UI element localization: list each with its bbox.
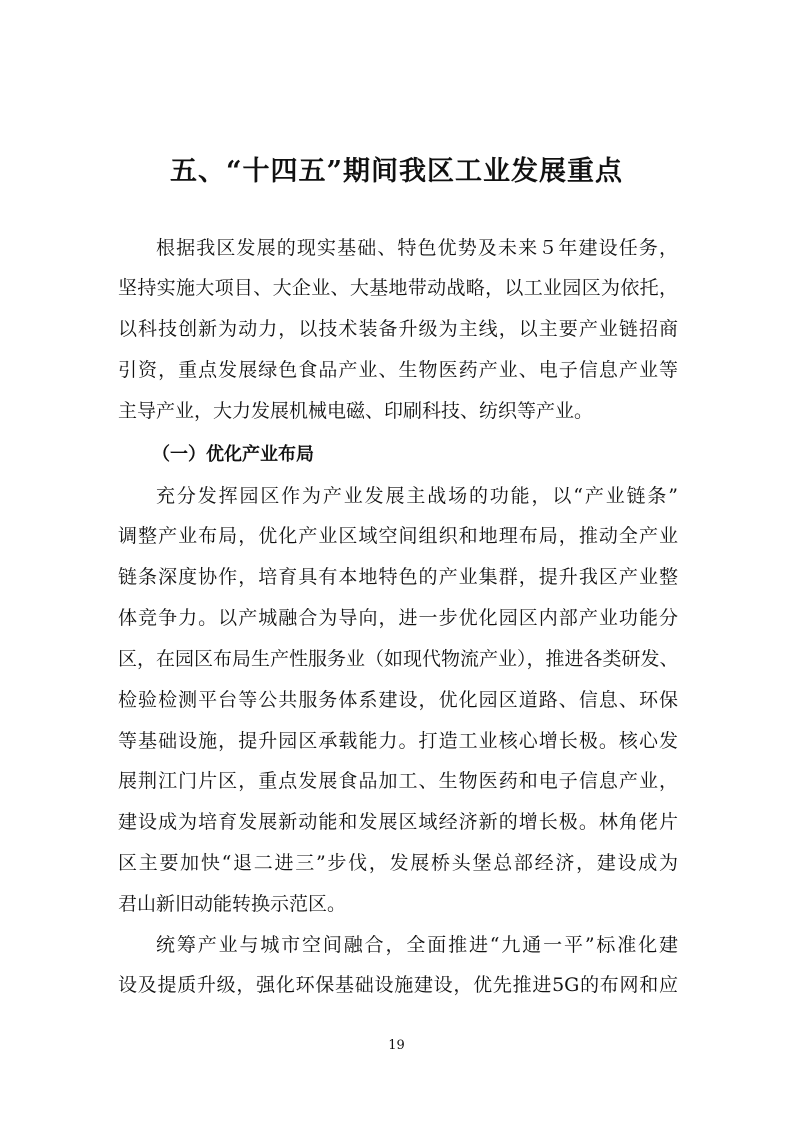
paragraph-line: 引资，重点发展绿色食品产业、生物医药产业、电子信息产业等 [118, 359, 678, 381]
paragraph-line: 主导产业，大力发展机械电磁、印刷科技、纺织等产业。 [118, 400, 594, 422]
paragraph-line: 设及提质升级，强化环保基础设施建设，优先推进5G的布网和应 [118, 974, 678, 996]
paragraph-line: 等基础设施，提升园区承载能力。打造工业核心增长极。核心发 [118, 730, 678, 752]
subsection-heading: （一）优化产业布局 [152, 444, 314, 465]
paragraph-line: 链条深度协作，培育具有本地特色的产业集群，提升我区产业整 [118, 566, 678, 588]
page-number: 19 [388, 1038, 405, 1053]
paragraph-line: 区主要加快“退二进三”步伐，发展桥头堡总部经济，建设成为 [118, 852, 678, 874]
paragraph-line: 建设成为培育发展新动能和发展区域经济新的增长极。林角佬片 [118, 811, 678, 833]
paragraph-line: 充分发挥园区作为产业发展主战场的功能，以“产业链条” [156, 485, 678, 507]
paragraph-line: 展荆江门片区，重点发展食品加工、生物医药和电子信息产业， [118, 770, 678, 792]
paragraph-line: 坚持实施大项目、大企业、大基地带动战略，以工业园区为依托， [118, 277, 678, 299]
paragraph-line: 根据我区发展的现实基础、特色优势及未来５年建设任务， [156, 237, 678, 259]
paragraph-line: 君山新旧动能转换示范区。 [118, 893, 347, 915]
paragraph-line: 区，在园区布局生产性服务业（如现代物流产业），推进各类研发、 [118, 648, 679, 670]
paragraph-line: 统筹产业与城市空间融合，全面推进“九通一平”标准化建 [156, 934, 678, 956]
paragraph-line: 体竞争力。以产城融合为导向，进一步优化园区内部产业功能分 [118, 607, 678, 629]
paragraph-line: 以科技创新为动力，以技术装备升级为主线，以主要产业链招商 [118, 318, 678, 340]
paragraph-line: 调整产业布局，优化产业区域空间组织和地理布局，推动全产业 [118, 525, 678, 547]
paragraph-line: 检验检测平台等公共服务体系建设，优化园区道路、信息、环保 [118, 689, 678, 711]
section-title: 五、“十四五”期间我区工业发展重点 [169, 156, 624, 187]
